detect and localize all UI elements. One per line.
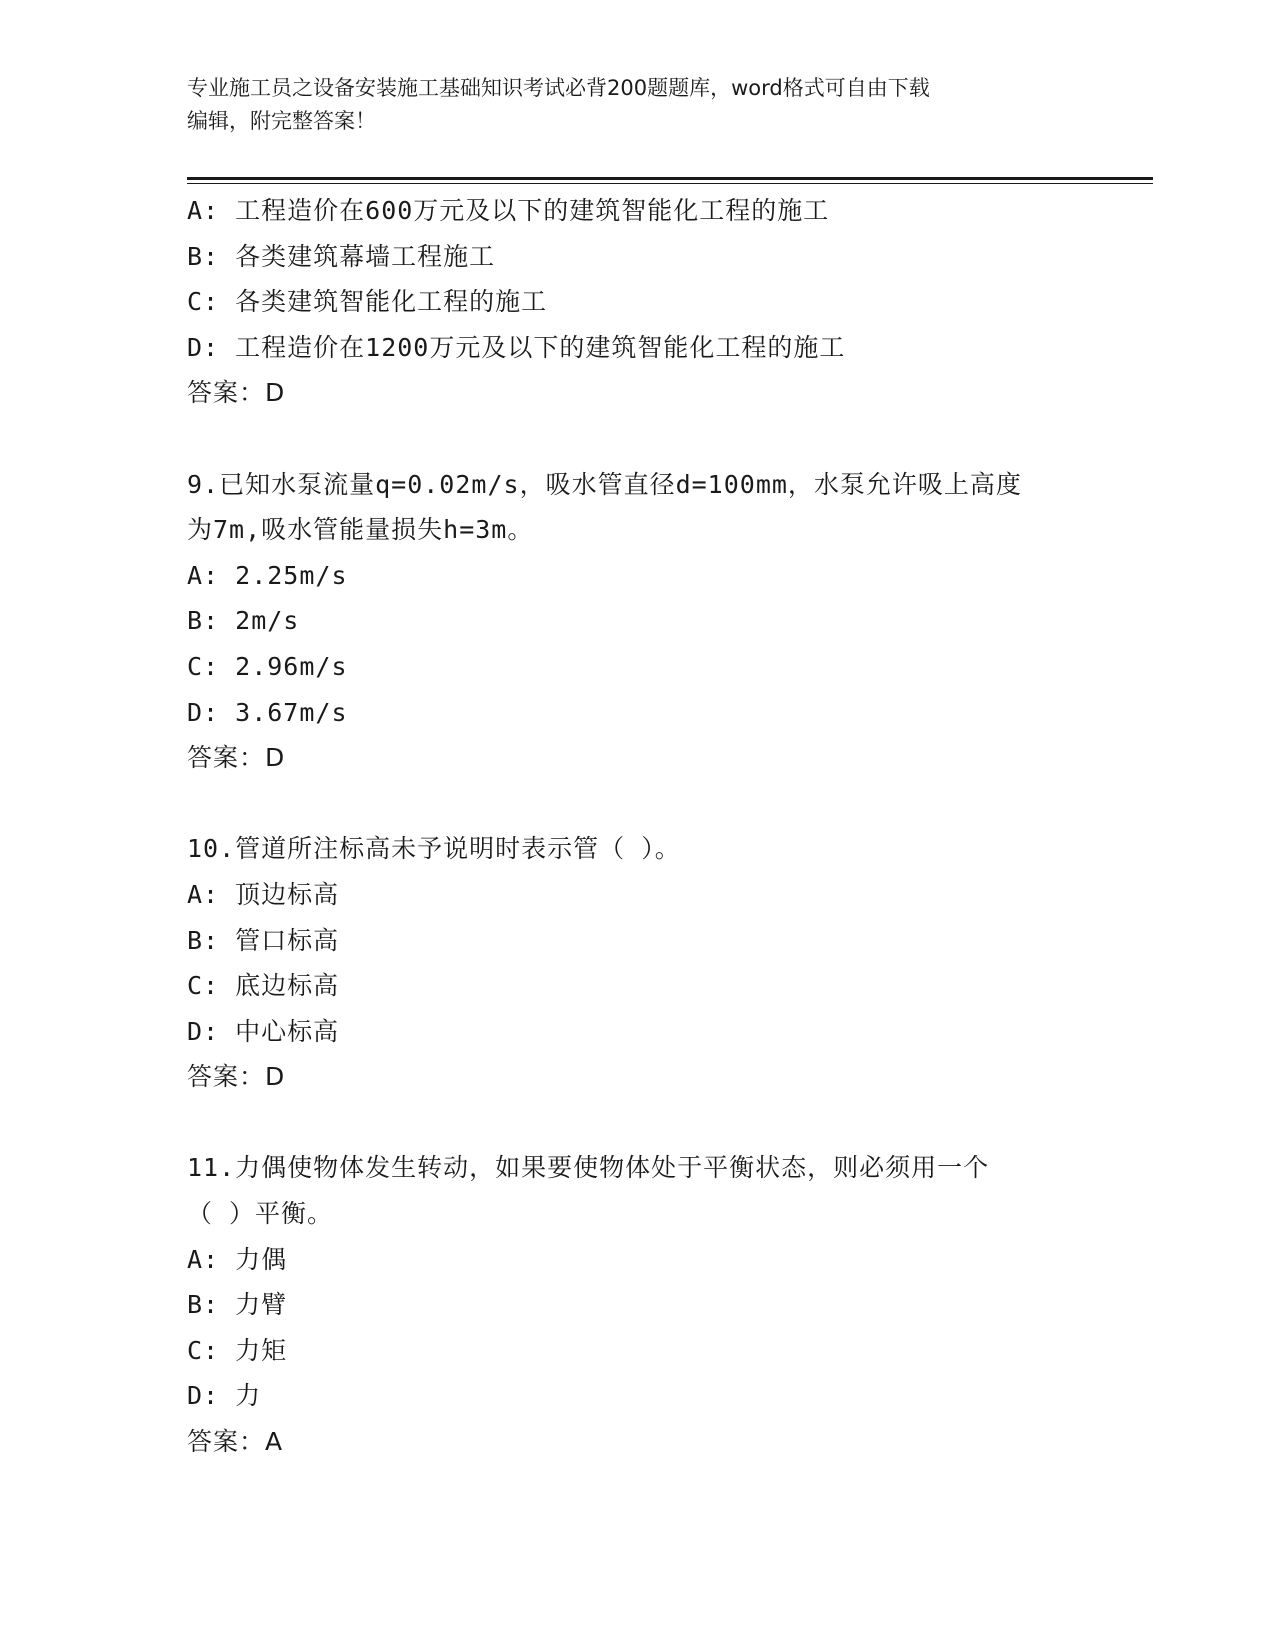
question-list [187,188,1087,1465]
answer-line: 答案：D [187,378,286,408]
option-c: C: 各类建筑智能化工程的施工 [187,287,548,317]
question-stem: 9.已知水泵流量q=0.02m/s，吸水管直径d=100mm，水泵允许吸上高度 [187,469,1022,499]
option-a: A: 顶边标高 [187,879,340,909]
answer-line: 答案：A [187,1427,284,1457]
question-10 [187,826,1087,1100]
question-stem: 11.力偶使物体发生转动，如果要使物体处于平衡状态，则必须用一个 [187,1153,990,1183]
spacer [187,1100,1087,1146]
option-c: C: 力矩 [187,1335,288,1365]
option-b: B: 2m/s [187,606,300,636]
option-b: B: 管口标高 [187,925,340,955]
header-divider-thick [187,177,1153,180]
option-b: B: 力臂 [187,1290,288,1320]
option-a: A: 力偶 [187,1244,288,1274]
answer-line: 答案：D [187,743,286,773]
spacer [187,416,1087,462]
header-divider-thin [187,183,1153,184]
option-d: D: 力 [187,1381,262,1411]
answer-line: 答案：D [187,1062,286,1092]
document-header [187,72,1087,138]
question-11 [187,1145,1087,1464]
option-d: D: 中心标高 [187,1016,340,1046]
option-c: C: 2.96m/s [187,651,348,681]
question-stem-continued: 为7m,吸水管能量损失h=3m。 [187,515,534,545]
option-d: D: 工程造价在1200万元及以下的建筑智能化工程的施工 [187,332,846,362]
option-a: A: 2.25m/s [187,560,348,590]
spacer [187,781,1087,827]
question-stem: 10.管道所注标高未予说明时表示管（ ）。 [187,834,681,864]
header-line-2: 编辑，附完整答案！ [187,109,376,133]
option-c: C: 底边标高 [187,971,340,1001]
question-stem-continued: （ ）平衡。 [187,1199,334,1229]
header-line-1: 专业施工员之设备安装施工基础知识考试必背200题题库，word格式可自由下载 [187,76,930,100]
option-d: D: 3.67m/s [187,697,348,727]
option-a: A: 工程造价在600万元及以下的建筑智能化工程的施工 [187,196,830,225]
question-8 [187,188,1087,416]
question-9 [187,462,1087,781]
option-b: B: 各类建筑幕墙工程施工 [187,241,496,271]
